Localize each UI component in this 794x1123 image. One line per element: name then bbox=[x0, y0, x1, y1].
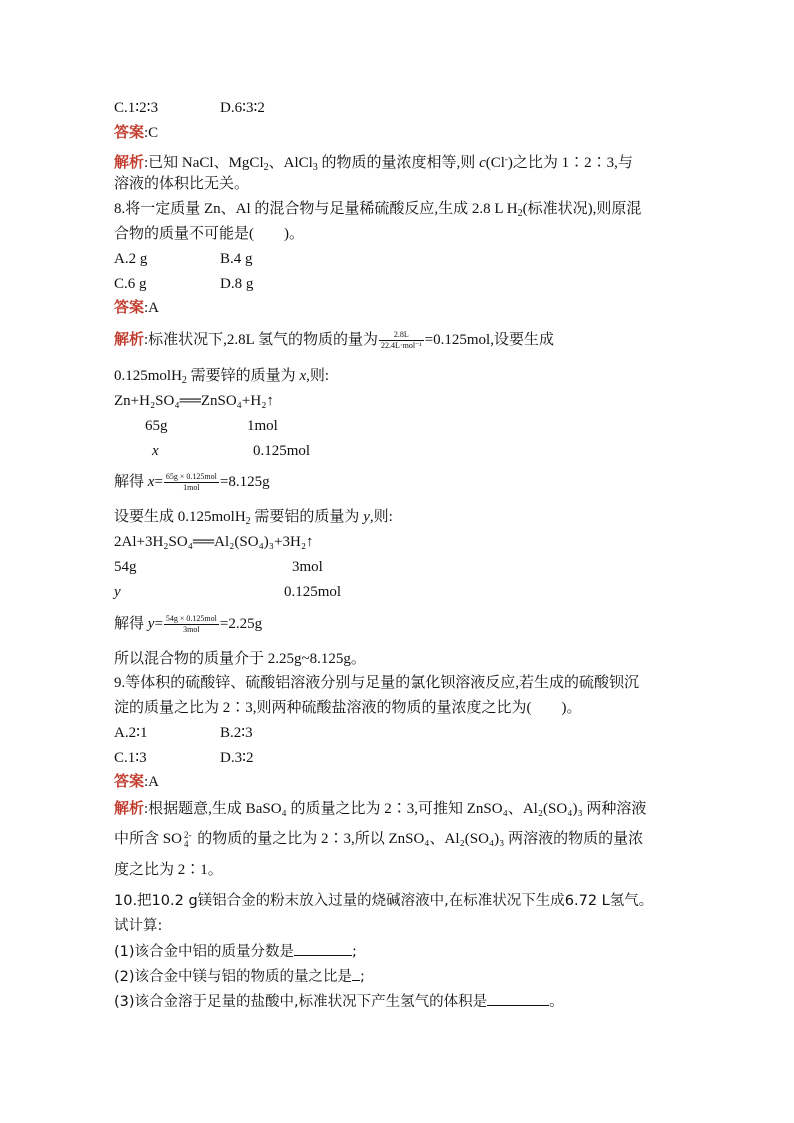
q10-stem-line2: 试计算: bbox=[114, 918, 163, 934]
q9-option-d: D.3∶2 bbox=[220, 750, 254, 766]
q8-solve-y: 解得 y= $\frac{\text{54g × 0.125mol}}{\text{3mol}}$ =2.25g bbox=[114, 614, 263, 635]
answer-blank[interactable] bbox=[352, 966, 360, 981]
q9-stem-line1: 9.等体积的硫酸锌、硫酸铝溶液分别与足量的氯化钡溶液反应,若生成的硫酸钡沉 bbox=[114, 675, 640, 691]
q9-option-c: C.1∶3 bbox=[114, 750, 147, 766]
q8-conclusion: 所以混合物的质量介于 2.25g~8.125g。 bbox=[114, 651, 366, 667]
q7-option-d: D.6∶3∶2 bbox=[220, 100, 265, 116]
q8-solve-x: 解得 x= $\frac{\text{65g × 0.125mol}}{\text{1mol}}$ =8.125g bbox=[114, 472, 270, 493]
q8-eq1-row1-right: 1mol bbox=[247, 418, 278, 434]
q7-answer: 答案:C bbox=[114, 125, 159, 141]
q8-equation-zn: Zn+H₂SO₄══ZnSO₄+H₂↑ bbox=[114, 393, 274, 409]
q8-analysis-line1: 解析:标准状况下,2.8L 氢气的物质的量为 $\frac{2.8L}{\text{22.4L·mol⁻¹}}$ =0.125mol,设要生成 bbox=[114, 330, 554, 351]
q8-eq1-row2-right: 0.125mol bbox=[253, 443, 311, 459]
q8-option-b: B.4 g bbox=[220, 251, 253, 267]
q10-part2: (2)该合金中镁与铝的物质的量之比是 ; bbox=[114, 966, 365, 987]
q8-eq2-row2-left: y bbox=[114, 584, 121, 600]
q8-option-d: D.8 g bbox=[220, 276, 254, 292]
q10-part3: (3)该合金溶于足量的盐酸中,标准状况下产生氢气的体积是 。 bbox=[114, 991, 564, 1012]
fraction-h2-moles: $\frac{2.8L}{\text{22.4L·mol⁻¹}}$ bbox=[381, 330, 422, 351]
q9-option-b: B.2∶3 bbox=[220, 725, 253, 741]
analysis-label: 解析 bbox=[114, 332, 145, 348]
q9-stem-line2: 淀的质量之比为 2∶3,则两种硫酸盐溶液的物质的量浓度之比为( )。 bbox=[114, 700, 582, 716]
q8-option-a: A.2 g bbox=[114, 251, 148, 267]
answer-label: 答案 bbox=[114, 774, 145, 790]
analysis-label: 解析 bbox=[114, 155, 145, 171]
fraction-zn-mass: $\frac{\text{65g × 0.125mol}}{\text{1mol}}$ bbox=[165, 472, 217, 493]
q8-stem-line1: 8.将一定质量 Zn、Al 的混合物与足量稀硫酸反应,生成 2.8 L $H_2$(标准状况),则原混 bbox=[114, 201, 642, 219]
q8-equation-al: 2Al+3H₂SO₄══Al₂(SO₄)₃+3H₂↑ bbox=[114, 534, 314, 550]
q8-eq1-row1-left: 65g bbox=[145, 418, 168, 434]
q9-analysis-line3: 度之比为 2∶1。 bbox=[114, 862, 223, 878]
answer-label: 答案 bbox=[114, 300, 145, 316]
answer-label: 答案 bbox=[114, 125, 145, 141]
answer-blank[interactable] bbox=[487, 991, 549, 1006]
q8-al-need: 设要生成 0.125molH$_2$ 需要铝的质量为 y,则: bbox=[114, 509, 393, 527]
q8-answer: 答案:A bbox=[114, 300, 160, 316]
q8-eq2-row1-right: 3mol bbox=[292, 559, 323, 575]
q7-analysis-line1: 解析:已知 NaCl、MgCl$_2$、AlCl$_3$ 的物质的量浓度相等,则 c(Cl-)之比为 1∶2∶3,与 bbox=[114, 154, 633, 173]
analysis-label: 解析 bbox=[114, 801, 145, 817]
q9-answer: 答案:A bbox=[114, 774, 160, 790]
q10-part1: (1)该合金中铝的质量分数是 ; bbox=[114, 941, 357, 962]
q9-analysis-line2: 中所含 SO 2- 4 的物质的量之比为 2∶3,所以 ZnSO₄、Al₂(SO₄)₃ 两溶液的物质的量浓 bbox=[114, 829, 644, 849]
q8-eq2-row1-left: 54g bbox=[114, 559, 137, 575]
q8-eq1-row2-left: x bbox=[152, 443, 159, 459]
q9-option-a: A.2∶1 bbox=[114, 725, 148, 741]
q8-zn-need: 0.125molH$_2$ 需要锌的质量为 x,则: bbox=[114, 368, 330, 386]
q8-option-c: C.6 g bbox=[114, 276, 147, 292]
q7-option-c: C.1∶2∶3 bbox=[114, 100, 159, 116]
q8-eq2-row2-right: 0.125mol bbox=[284, 584, 342, 600]
answer-blank[interactable] bbox=[294, 941, 352, 956]
q9-analysis-line1: 解析:根据题意,生成 BaSO₄ 的质量之比为 2∶3,可推知 ZnSO₄、Al₂(SO₄)₃ 两种溶液 bbox=[114, 801, 647, 817]
q10-stem-line1: 10.把10.2 g镁铝合金的粉末放入过量的烧碱溶液中,在标准状况下生成6.72 L氢气。 bbox=[114, 893, 654, 909]
fraction-al-mass: $\frac{\text{54g × 0.125mol}}{\text{3mol}}$ bbox=[165, 614, 217, 635]
q8-stem-line2: 合物的质量不可能是( )。 bbox=[114, 226, 304, 242]
q7-analysis-line2: 溶液的体积比无关。 bbox=[114, 176, 250, 192]
